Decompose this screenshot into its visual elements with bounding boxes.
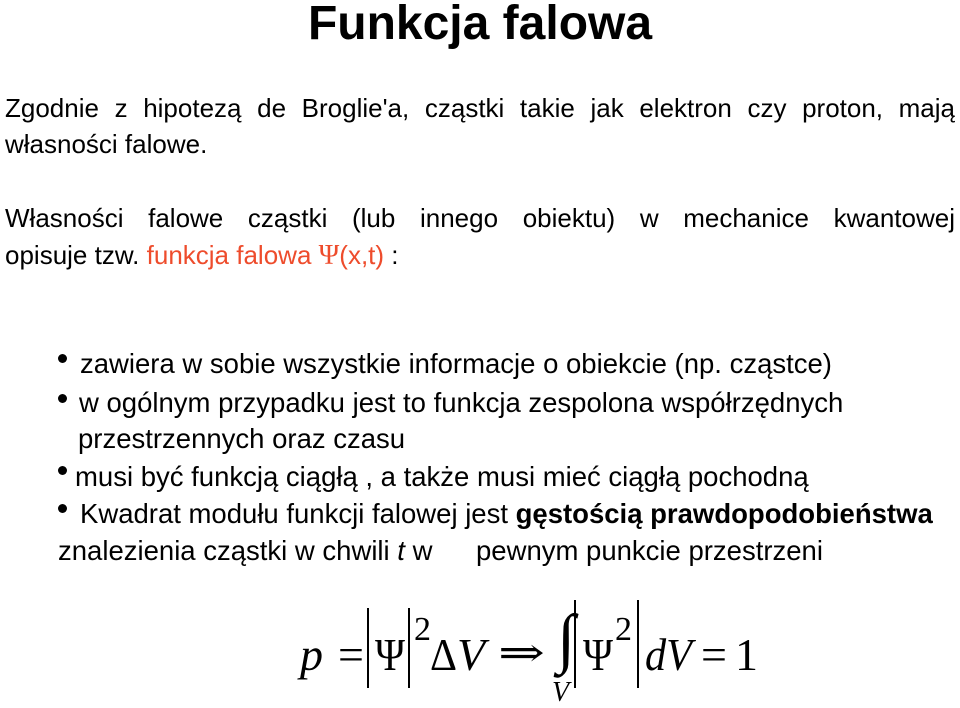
formula-equals-1: = — [338, 629, 364, 680]
formula-exponent-1: 2 — [414, 611, 431, 648]
formula-integral-domain: V — [552, 677, 570, 708]
bullet-dot-icon — [58, 504, 67, 513]
bullet-item-3: musi być funkcją ciągłą , a także musi mieć ciągłą pochodną — [75, 461, 809, 492]
bullet-item-2-line-1: w ogólnym przypadku jest to funkcja zespolona współrzędnych — [79, 387, 844, 418]
time-variable: t — [397, 535, 405, 566]
definition-line-2 — [5, 239, 955, 272]
definition-line-1: Własności falowe cząstki (lub innego obiektu) w mechanice kwantowej — [5, 203, 955, 233]
formula-psi-1: Ψ — [375, 629, 406, 680]
wave-function-term: funkcja falowa — [146, 240, 319, 270]
bullet-dot-icon — [58, 394, 67, 403]
bullet-item-4-normal-text: Kwadrat modułu funkcji falowej jest — [80, 498, 516, 529]
definition-prefix: opisuje tzw. — [5, 240, 147, 270]
formula-integral: ∫ — [557, 602, 576, 675]
bullet-item-2-line-2: przestrzennych oraz czasu — [78, 423, 406, 454]
formula-rhs: 1 — [735, 629, 758, 680]
definition-suffix: : — [384, 240, 399, 270]
psi-symbol: Ψ — [318, 240, 340, 271]
bullet-item-4-line-2-start: znalezienia cząstki w chwili — [58, 535, 398, 566]
formula-exponent-2: 2 — [615, 611, 632, 648]
intro-line-1: Zgodnie z hipotezą de Broglie'a, cząstki takie jak elektron czy proton, mają — [5, 93, 955, 123]
formula-lhs: p — [300, 629, 323, 680]
bullet-item-4-line-2-end: pewnym punkcie przestrzeni — [476, 535, 823, 566]
intro-line-2: własności falowe. — [5, 129, 208, 159]
formula-equals-2: = — [701, 629, 727, 680]
slide-title: Funkcja falowa — [307, 0, 653, 50]
bullet-item-4-line-1 — [80, 497, 933, 531]
implies-arrow-icon: ⇒ — [498, 630, 545, 676]
formula-delta: Δ — [430, 629, 457, 680]
bullet-dot-icon — [58, 466, 67, 475]
normalization-formula — [0, 590, 960, 708]
bullet-item-4-line-2-mid: w — [404, 535, 433, 566]
formula-differential: dV — [645, 629, 697, 680]
bullet-item-4-line-2 — [58, 534, 432, 568]
psi-arguments: (x,t) — [339, 240, 385, 270]
bullet-item-1: zawiera w sobie wszystkie informacje o obiekcie (np. cząstce) — [80, 348, 832, 379]
probability-density-term: gęstością prawdopodobieństwa — [515, 498, 933, 529]
formula-psi-2: Ψ — [583, 629, 614, 680]
bullet-dot-icon — [58, 354, 67, 363]
formula-volume-1: V — [457, 629, 486, 680]
